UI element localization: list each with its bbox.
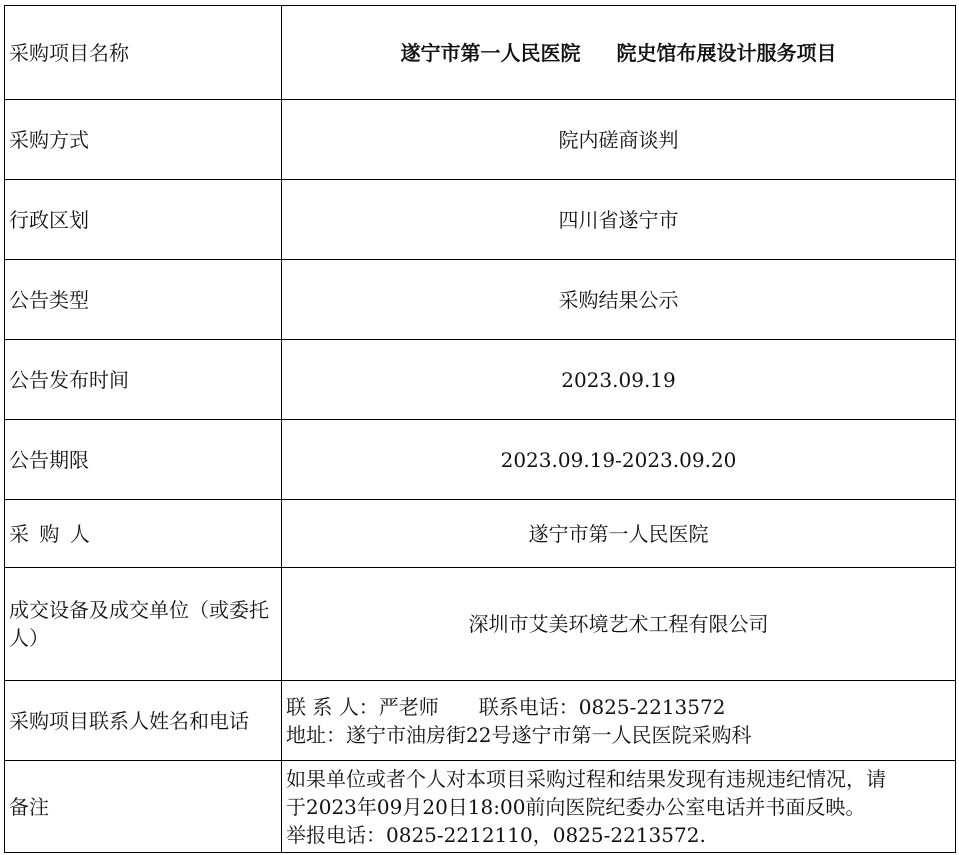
contact-value [282,681,956,761]
remarks-line-2: 于2023年09月20日18:00前向医院纪委办公室电话并书面反映。 [286,794,866,819]
publish-time-value: 2023.09.19 [282,340,956,420]
row-contact [5,681,956,761]
row-region [5,180,956,260]
row-method [5,100,956,180]
method-label: 采购方式 [5,100,282,180]
period-value: 2023.09.19-2023.09.20 [282,420,956,500]
remarks-value [282,761,956,853]
region-value: 四川省遂宁市 [282,180,956,260]
buyer-value: 遂宁市第一人民医院 [282,500,956,568]
row-buyer [5,500,956,568]
row-notice-type [5,260,956,340]
project-name-service: 院史馆布展设计服务项目 [616,40,837,65]
row-publish-time [5,340,956,420]
contact-phone: 联系电话：0825-2213572 [478,694,726,719]
buyer-label: 采 购 人 [5,500,282,568]
contact-person: 联 系 人：严老师 [286,694,439,719]
contact-label: 采购项目联系人姓名和电话 [5,681,282,761]
contact-address: 地址：遂宁市油房街22号遂宁市第一人民医院采购科 [286,722,752,747]
row-remarks [5,761,956,853]
row-project-name [5,6,956,100]
project-name-value [282,6,956,100]
procurement-result-table [4,5,956,853]
method-value: 院内磋商谈判 [282,100,956,180]
remarks-line-3: 举报电话：0825-2212110，0825-2213572. [286,822,706,847]
remarks-label: 备注 [5,761,282,853]
winner-value: 深圳市艾美环境艺术工程有限公司 [282,568,956,681]
row-winner [5,568,956,681]
project-name-label: 采购项目名称 [5,6,282,100]
row-period [5,420,956,500]
remarks-line-1: 如果单位或者个人对本项目采购过程和结果发现有违规违纪情况，请 [286,766,886,791]
winner-label: 成交设备及成交单位（或委托人） [5,568,282,681]
period-label: 公告期限 [5,420,282,500]
publish-time-label: 公告发布时间 [5,340,282,420]
region-label: 行政区划 [5,180,282,260]
project-name-hospital: 遂宁市第一人民医院 [400,40,581,65]
notice-type-value: 采购结果公示 [282,260,956,340]
contact-line-1 [286,693,949,721]
notice-type-label: 公告类型 [5,260,282,340]
